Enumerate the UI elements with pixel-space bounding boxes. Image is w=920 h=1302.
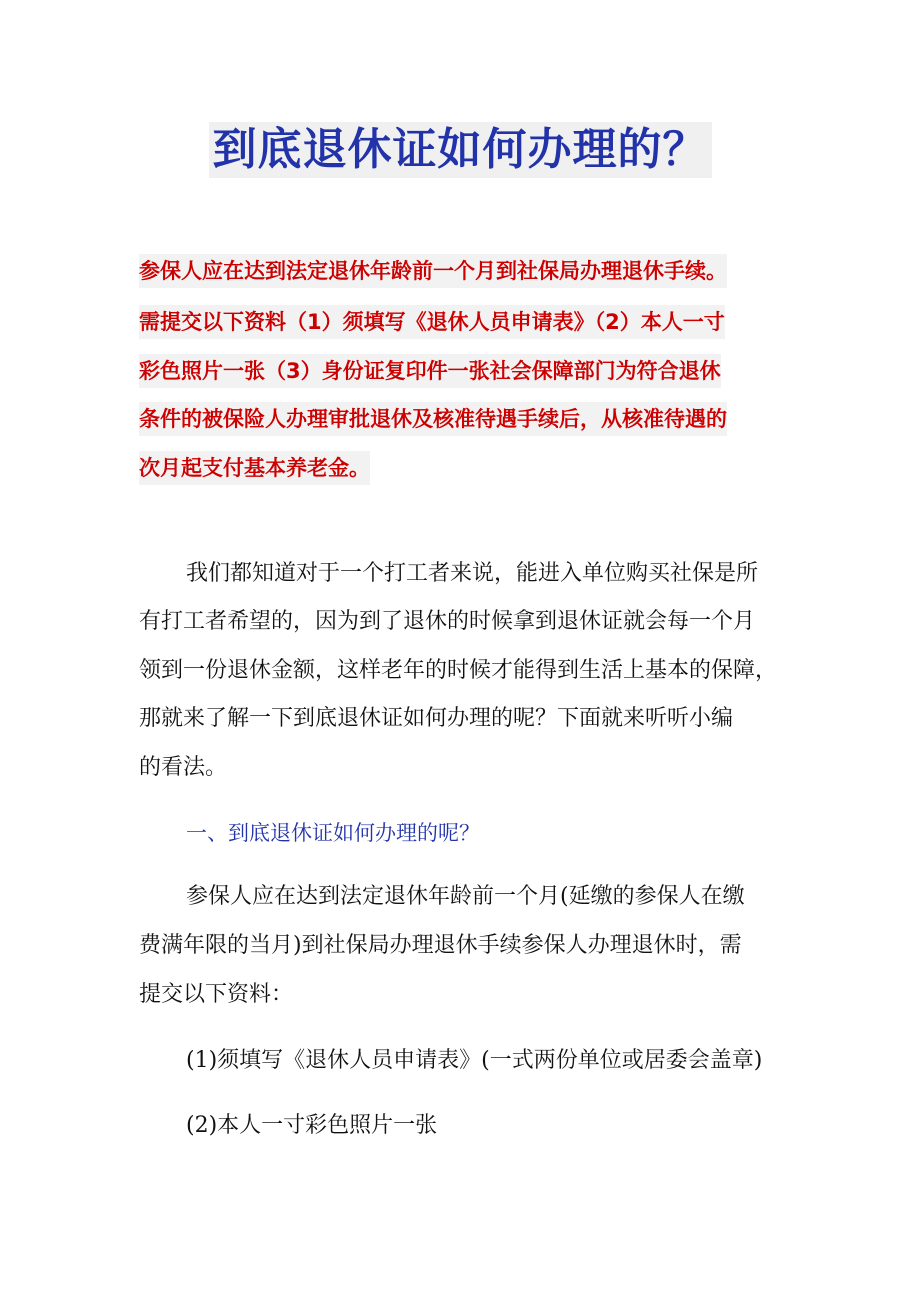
summary-line: 条件的被保险人办理审批退休及核准待遇手续后，从核准待遇的 [139, 402, 727, 436]
list-item: (2)本人一寸彩色照片一张 [186, 1113, 438, 1138]
intro-line: 领到一份退休金额，这样老年的时候才能得到生活上基本的保障， [139, 658, 778, 683]
title-container [0, 122, 920, 178]
intro-line: 的看法。 [139, 755, 228, 780]
list-item: (1)须填写《退休人员申请表》(一式两份单位或居委会盖章) [186, 1048, 763, 1073]
summary-line: 需提交以下资料（1）须填写《退休人员申请表》（2）本人一寸 [139, 305, 725, 339]
intro-line: 那就来了解一下到底退休证如何办理的呢？下面就来听听小编 [139, 706, 734, 731]
section-paragraph-line: 参保人应在达到法定退休年龄前一个月(延缴的参保人在缴 [186, 884, 745, 909]
section-heading: 一、到底退休证如何办理的呢？ [186, 821, 480, 845]
intro-line: 有打工者希望的，因为到了退休的时候拿到退休证就会每一个月 [139, 609, 756, 634]
intro-line: 我们都知道对于一个打工者来说，能进入单位购买社保是所 [186, 561, 759, 586]
section-paragraph-line: 费满年限的当月)到社保局办理退休手续参保人办理退休时，需 [139, 933, 742, 958]
summary-line: 参保人应在达到法定退休年龄前一个月到社保局办理退休手续。 [139, 254, 727, 288]
summary-line: 次月起支付基本养老金。 [139, 451, 370, 485]
page-title: 到底退休证如何办理的？ [209, 122, 712, 178]
section-paragraph-line: 提交以下资料： [139, 982, 294, 1007]
summary-line: 彩色照片一张（3）身份证复印件一张社会保障部门为符合退休 [139, 354, 721, 388]
